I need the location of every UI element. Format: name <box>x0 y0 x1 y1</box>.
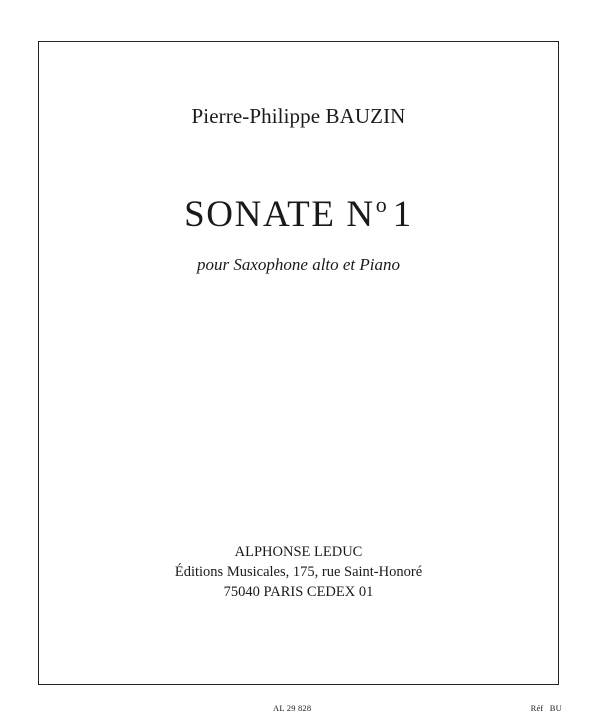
publisher-name: ALPHONSE LEDUC <box>234 544 363 560</box>
cover-frame <box>38 41 559 685</box>
publisher-address-line1: Éditions Musicales, 175, rue Saint-Honoré <box>174 564 423 580</box>
instrumentation: pour Saxophone alto et Piano <box>196 255 401 274</box>
publisher-block <box>39 542 558 602</box>
publisher-address-line2: 75040 PARIS CEDEX 01 <box>223 584 374 600</box>
composer-name: Pierre-Philippe BAUZIN <box>191 104 406 128</box>
catalog-number: AL 29 828 <box>273 703 312 713</box>
work-title-text: SONATE N <box>184 194 375 235</box>
reference-code: Réf BU <box>530 703 562 713</box>
work-title-ordinal: o <box>375 192 387 217</box>
work-title-number: 1 <box>392 194 413 235</box>
work-title <box>39 192 558 236</box>
